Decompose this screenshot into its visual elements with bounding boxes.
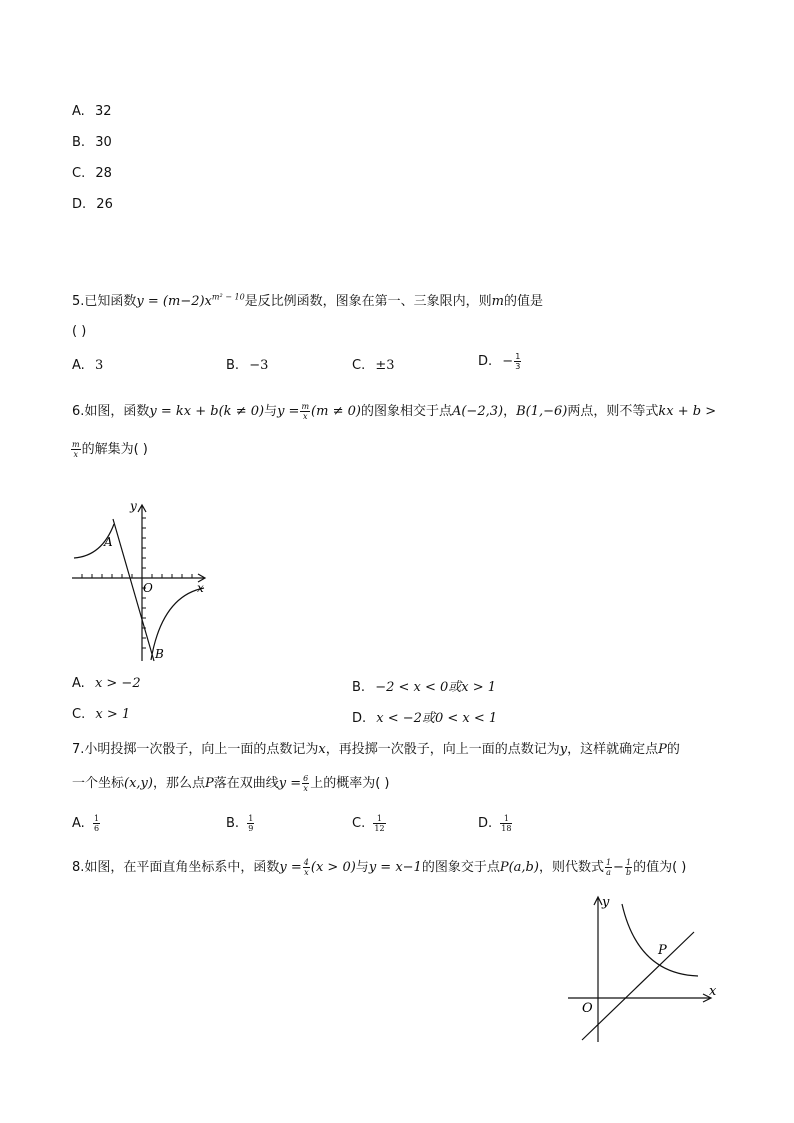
point-a-label: A — [104, 535, 113, 549]
q8-text-5: 的值为( ) — [633, 860, 687, 875]
q8-hyperbola-graph — [622, 904, 698, 976]
fraction-denominator: x — [304, 868, 309, 877]
option-label: A. — [72, 358, 85, 373]
q7-text-2: ，再投掷一次骰子，向上一面的点数记为 — [325, 742, 560, 757]
fraction — [71, 440, 81, 459]
fraction-denominator: a — [606, 868, 611, 877]
fraction-denominator: x — [73, 450, 79, 459]
fraction-numerator: 1 — [248, 814, 254, 823]
fraction-denominator: 12 — [374, 824, 385, 833]
fraction — [514, 352, 521, 371]
q5-option-a[interactable] — [72, 358, 103, 373]
option-text: 3 — [94, 358, 104, 373]
q6-stem-text-5: 的解集为( ) — [81, 442, 148, 457]
q6-linear-function: y = kx + b(k ≠ 0) — [149, 404, 265, 419]
option-label: C. — [72, 707, 86, 722]
q8-linear-function: y = x−1 — [368, 860, 422, 875]
q6-comma: ， — [503, 404, 517, 419]
q7-stem-line1 — [72, 738, 680, 757]
q7-var-y: y — [559, 742, 568, 757]
option-label: A. — [72, 676, 85, 691]
q5-option-c[interactable] — [352, 358, 395, 373]
option-label: B. — [72, 135, 86, 150]
option-text: − — [502, 354, 514, 369]
q7-text-3: ，这样就确定点 — [567, 742, 659, 757]
q6-stem-text-3: 的图象相交于点 — [360, 404, 452, 419]
q7-var-p: P — [658, 742, 667, 757]
origin-label: O — [582, 1001, 593, 1016]
fraction — [500, 814, 512, 833]
q4-option-a[interactable] — [72, 104, 111, 119]
q8-figure — [560, 890, 730, 1045]
point-b-label: B — [155, 647, 164, 661]
q8-function-lhs: y = — [279, 860, 302, 875]
option-label: B. — [352, 680, 366, 695]
q7-hyperbola-lhs: y = — [278, 776, 302, 791]
fraction-numerator: 1 — [625, 858, 632, 867]
q5-var-m: m — [491, 294, 504, 309]
option-text: −2 < x < 0或x > 1 — [375, 680, 497, 695]
q5-stem — [72, 290, 543, 309]
fraction-numerator: 1 — [500, 814, 512, 824]
x-axis-label: x — [197, 581, 204, 595]
q6-stem-line2 — [70, 438, 148, 459]
q5-func: y = (m−2)x — [136, 294, 212, 309]
q6-option-b[interactable] — [352, 676, 496, 695]
fraction-denominator: 3 — [515, 362, 521, 371]
option-label: C. — [352, 816, 366, 831]
option-text: x < −2或0 < x < 1 — [376, 711, 498, 726]
q7-var-p: P — [204, 776, 214, 791]
q6-inverse-lhs: y = — [277, 404, 300, 419]
q8-point-p: P(a,b) — [499, 860, 539, 875]
q7-option-a[interactable] — [72, 814, 101, 833]
option-text: 30 — [95, 135, 112, 150]
q6-point-a: A(−2,3) — [451, 404, 504, 419]
q6-option-d[interactable] — [352, 707, 497, 726]
fraction-numerator: 6 — [303, 774, 309, 783]
option-text: −3 — [249, 358, 269, 373]
fraction-denominator: 6 — [93, 824, 100, 833]
q5-option-d[interactable] — [478, 352, 522, 371]
q6-stem-text-4: 两点，则不等式 — [567, 404, 659, 419]
option-text: 32 — [94, 104, 112, 119]
fraction-numerator: m — [301, 402, 310, 411]
q8-minus: − — [613, 860, 624, 875]
q7-option-c[interactable] — [352, 814, 387, 833]
fraction-numerator: 4 — [303, 858, 309, 867]
fraction-numerator: 1 — [93, 814, 100, 823]
q6-option-c[interactable] — [72, 707, 130, 722]
q6-stem-text: 如图，函数 — [84, 404, 150, 419]
option-label: C. — [72, 166, 86, 181]
q7-text-4: 的 — [666, 742, 680, 757]
question-number: 5. — [72, 294, 85, 309]
option-label: D. — [478, 816, 493, 831]
q8-function-condition: (x > 0) — [310, 860, 356, 875]
q8-text-4: ，则代数式 — [538, 860, 604, 875]
q6-point-b: B(1,−6) — [516, 404, 568, 419]
question-number: 7. — [72, 742, 85, 757]
q8-text-3: 的图象交于点 — [421, 860, 500, 875]
q4-option-b[interactable] — [72, 135, 112, 150]
fraction-numerator: m — [72, 440, 80, 449]
question-number: 8. — [72, 860, 85, 875]
y-axis-label: y — [130, 499, 137, 513]
fraction — [93, 814, 100, 833]
q7-text-5: 一个坐标 — [72, 776, 125, 791]
q6-stem-text-2: 与 — [264, 404, 278, 419]
q7-option-b[interactable] — [226, 814, 255, 833]
q6-figure — [66, 496, 216, 666]
option-label: C. — [352, 358, 366, 373]
fraction-denominator: 9 — [248, 824, 254, 833]
q6-inverse-condition: (m ≠ 0) — [311, 404, 361, 419]
option-text: x > −2 — [94, 676, 141, 691]
q6-inequality: kx + b > — [658, 404, 717, 419]
option-label: D. — [72, 197, 87, 212]
fraction — [625, 858, 632, 877]
q5-stem-text-3: 的值是 — [504, 294, 544, 309]
option-text: ±3 — [375, 358, 395, 373]
question-number: 6. — [72, 404, 85, 419]
option-label: B. — [226, 816, 240, 831]
option-label: A. — [72, 104, 85, 119]
option-text: 26 — [96, 197, 113, 212]
point-p-label: P — [658, 943, 667, 958]
q8-text-2: 与 — [355, 860, 369, 875]
q7-text-7: 落在双曲线 — [213, 776, 279, 791]
q7-var-x: x — [318, 742, 326, 757]
fraction-numerator: 1 — [373, 814, 385, 824]
fraction-denominator: x — [302, 412, 308, 421]
q6-stem — [72, 400, 716, 421]
q4-option-c[interactable] — [72, 166, 112, 181]
x-axis-label: x — [709, 984, 717, 999]
option-label: A. — [72, 816, 85, 831]
fraction-denominator: 18 — [501, 824, 512, 833]
fraction-numerator: 1 — [515, 352, 521, 361]
q4-option-d[interactable] — [72, 197, 113, 212]
fraction-denominator: x — [303, 784, 308, 793]
fraction — [605, 858, 612, 877]
fraction — [247, 814, 254, 833]
q5-exponent: m² − 10 — [211, 292, 245, 302]
fraction — [300, 402, 310, 421]
q7-stem-line2 — [72, 772, 390, 793]
q6-option-a[interactable] — [72, 676, 141, 691]
y-axis-label: y — [602, 895, 610, 910]
q7-coordinate: (x,y) — [124, 776, 153, 791]
q5-stem-text: 已知函数 — [84, 294, 137, 309]
fraction-denominator: b — [625, 868, 632, 877]
q7-text-1: 小明投掷一次骰子，向上一面的点数记为 — [84, 742, 319, 757]
q5-answer-paren: ( ) — [72, 324, 87, 339]
option-text: 28 — [95, 166, 112, 181]
q7-option-d[interactable] — [478, 814, 513, 833]
option-label: B. — [226, 358, 240, 373]
q8-stem — [72, 856, 686, 877]
q7-text-8: 上的概率为( ) — [310, 776, 390, 791]
q8-text-1: 如图，在平面直角坐标系中，函数 — [84, 860, 280, 875]
q8-linear-graph — [582, 932, 694, 1040]
option-label: D. — [352, 711, 367, 726]
q5-stem-text-2: 是反比例函数，图象在第一、三象限内，则 — [244, 294, 492, 309]
option-label: D. — [478, 354, 493, 369]
fraction — [303, 858, 310, 877]
fraction — [302, 774, 309, 793]
fraction — [373, 814, 385, 833]
q5-option-b[interactable] — [226, 358, 268, 373]
option-text: x > 1 — [95, 707, 131, 722]
origin-label: O — [143, 581, 153, 595]
q7-text-6: ，那么点 — [152, 776, 205, 791]
fraction-numerator: 1 — [605, 858, 612, 867]
